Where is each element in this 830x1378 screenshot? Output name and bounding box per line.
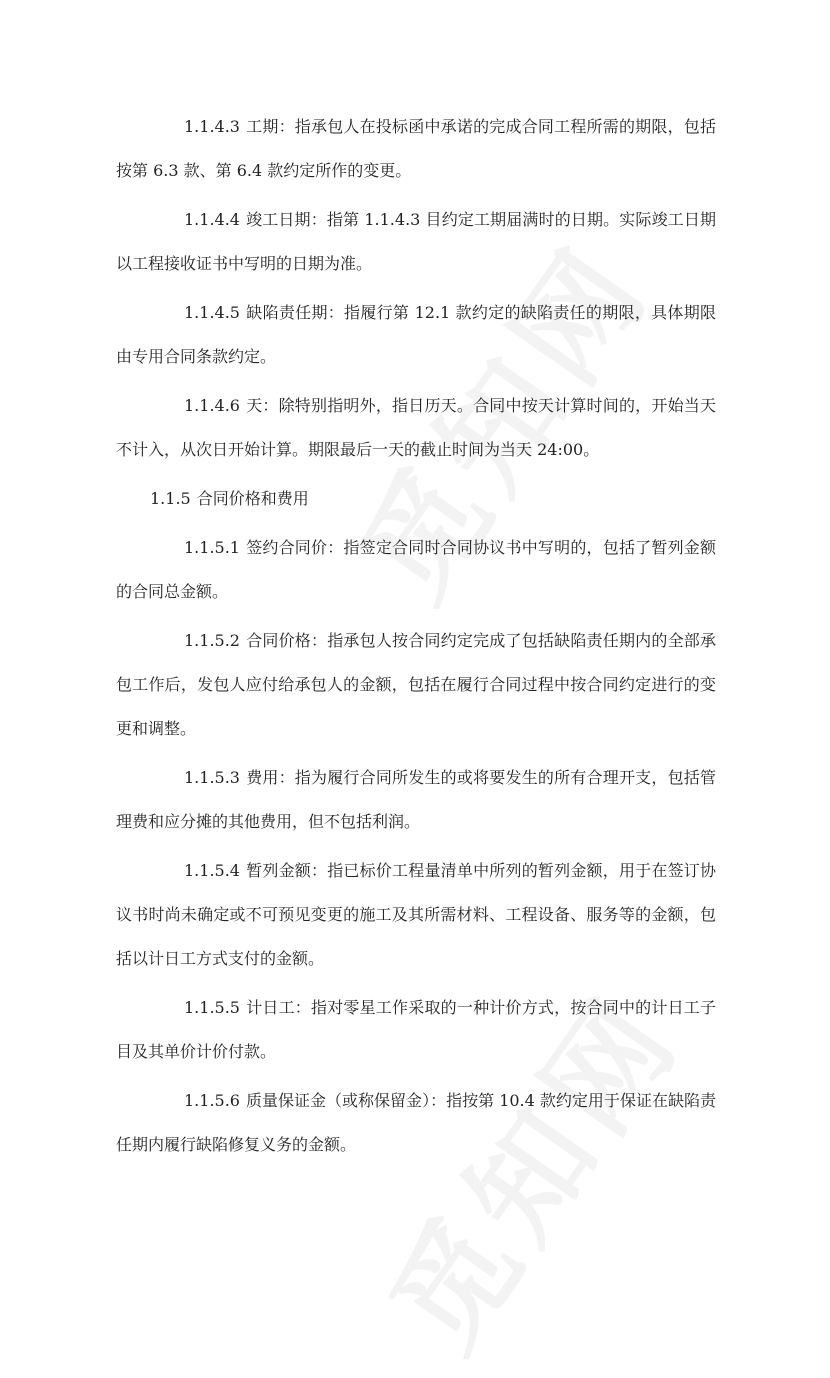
document-body	[116, 105, 716, 1172]
clause-text: 天：除特别指明外，指日历天。合同中按天计算时间的，开始当天不计入，从次日开始计算。期限最后一天的截止时间为当天 24:00。	[116, 396, 716, 459]
clause-number: 1.1.4.4	[184, 210, 240, 229]
clause-1-1-4-6	[116, 384, 716, 472]
clause-1-1-5-4	[116, 849, 716, 981]
clause-number: 1.1.5.1	[184, 538, 240, 557]
clause-text: 计日工：指对零星工作采取的一种计价方式，按合同中的计日工子目及其单价计价付款。	[116, 998, 716, 1061]
clause-text: 合同价格：指承包人按合同约定完成了包括缺陷责任期内的全部承包工作后，发包人应付给承包人的金额，包括在履行合同过程中按合同约定进行的变更和调整。	[116, 631, 716, 738]
section-title: 合同价格和费用	[196, 489, 309, 508]
clause-1-1-5-3	[116, 756, 716, 844]
clause-text: 签约合同价：指签定合同时合同协议书中写明的，包括了暂列金额的合同总金额。	[116, 538, 716, 601]
clause-number: 1.1.5.4	[184, 861, 240, 880]
clause-number: 1.1.5.2	[184, 631, 240, 650]
clause-number: 1.1.4.6	[184, 396, 240, 415]
clause-text: 质量保证金（或称保留金）：指按第 10.4 款约定用于保证在缺陷责任期内履行缺陷修复义务的金额。	[116, 1091, 716, 1154]
section-heading-1-1-5	[116, 477, 716, 521]
clause-text: 费用：指为履行合同所发生的或将要发生的所有合理开支，包括管理费和应分摊的其他费用，但不包括利润。	[116, 768, 716, 831]
clause-number: 1.1.4.5	[184, 303, 240, 322]
clause-1-1-4-4	[116, 198, 716, 286]
clause-1-1-5-1	[116, 526, 716, 614]
clause-1-1-4-5	[116, 291, 716, 379]
clause-text: 缺陷责任期：指履行第 12.1 款约定的缺陷责任的期限，具体期限由专用合同条款约定。	[116, 303, 716, 366]
section-number: 1.1.5	[150, 489, 191, 508]
clause-1-1-5-5	[116, 986, 716, 1074]
clause-text: 暂列金额：指已标价工程量清单中所列的暂列金额，用于在签订协议书时尚未确定或不可预见变更的施工及其所需材料、工程设备、服务等的金额，包括以计日工方式支付的金额。	[116, 861, 716, 968]
clause-1-1-5-2	[116, 619, 716, 751]
clause-number: 1.1.5.6	[184, 1091, 240, 1110]
clause-number: 1.1.4.3	[184, 117, 240, 136]
clause-text: 工期：指承包人在投标函中承诺的完成合同工程所需的期限，包括按第 6.3 款、第 6.4 款约定所作的变更。	[116, 117, 716, 180]
clause-text: 竣工日期：指第 1.1.4.3 目约定工期届满时的日期。实际竣工日期以工程接收证书中写明的日期为准。	[116, 210, 716, 273]
clause-1-1-5-6	[116, 1079, 716, 1167]
clause-1-1-4-3	[116, 105, 716, 193]
clause-number: 1.1.5.5	[184, 998, 240, 1017]
clause-number: 1.1.5.3	[184, 768, 240, 787]
